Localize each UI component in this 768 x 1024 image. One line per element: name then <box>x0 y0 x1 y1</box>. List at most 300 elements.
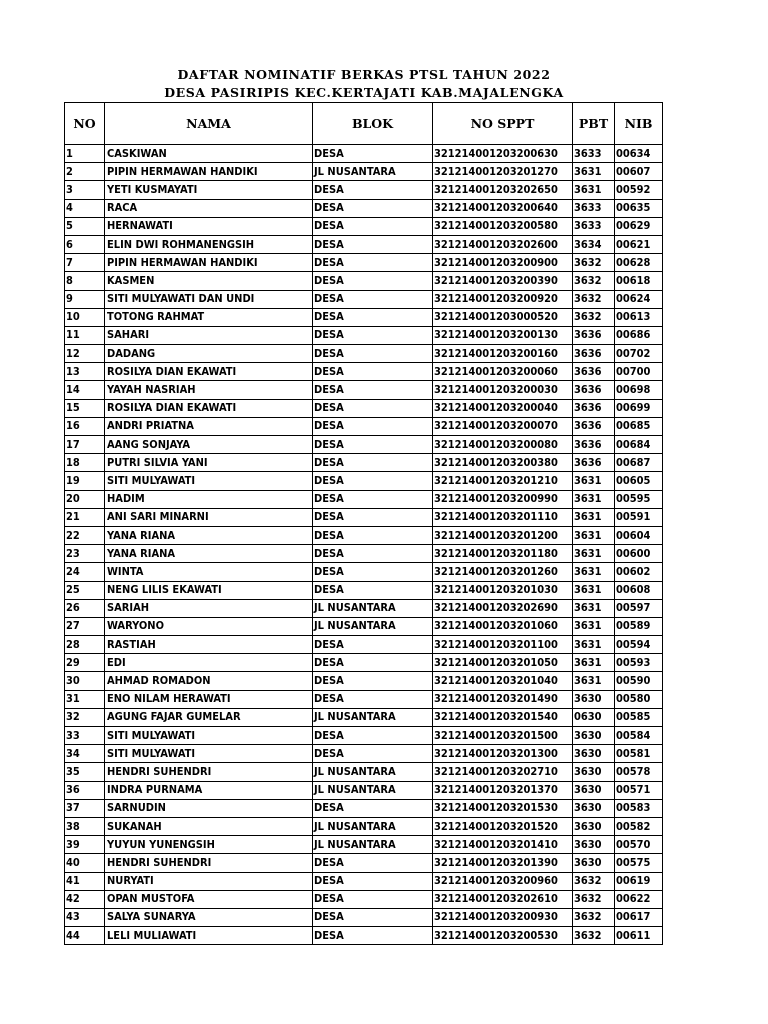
cell-nama: CASKIWAN <box>105 145 313 163</box>
cell-pbt: 3631 <box>573 526 615 544</box>
cell-no-sppt: 321214001203201200 <box>433 526 573 544</box>
cell-nib: 00592 <box>615 181 663 199</box>
cell-pbt: 3631 <box>573 599 615 617</box>
cell-blok: DESA <box>313 508 433 526</box>
cell-pbt: 3632 <box>573 290 615 308</box>
table-row <box>65 235 663 253</box>
cell-nama: DADANG <box>105 345 313 363</box>
cell-nib: 00570 <box>615 836 663 854</box>
table-row <box>65 854 663 872</box>
cell-nama: WARYONO <box>105 617 313 635</box>
cell-pbt: 3636 <box>573 436 615 454</box>
cell-blok: DESA <box>313 345 433 363</box>
table-header-row <box>65 103 663 145</box>
cell-blok: DESA <box>313 272 433 290</box>
cell-pbt: 3630 <box>573 799 615 817</box>
cell-no: 39 <box>65 836 105 854</box>
table-row <box>65 399 663 417</box>
cell-blok: DESA <box>313 545 433 563</box>
cell-blok: DESA <box>313 690 433 708</box>
table-row <box>65 799 663 817</box>
cell-no-sppt: 321214001203200070 <box>433 417 573 435</box>
column-header-pbt: PBT <box>573 103 615 145</box>
cell-nama: HERNAWATI <box>105 217 313 235</box>
cell-pbt: 3631 <box>573 563 615 581</box>
cell-nib: 00619 <box>615 872 663 890</box>
cell-blok: DESA <box>313 254 433 272</box>
cell-pbt: 3631 <box>573 545 615 563</box>
cell-no: 24 <box>65 563 105 581</box>
table-row <box>65 526 663 544</box>
cell-nib: 00595 <box>615 490 663 508</box>
cell-nama: ENO NILAM HERAWATI <box>105 690 313 708</box>
document-title-block <box>0 66 728 102</box>
table-row <box>65 817 663 835</box>
cell-nama: LELI MULIAWATI <box>105 927 313 945</box>
cell-no-sppt: 321214001203201540 <box>433 708 573 726</box>
cell-no: 13 <box>65 363 105 381</box>
cell-no: 16 <box>65 417 105 435</box>
cell-pbt: 3636 <box>573 417 615 435</box>
table-row <box>65 890 663 908</box>
cell-no-sppt: 321214001203000520 <box>433 308 573 326</box>
cell-no: 1 <box>65 145 105 163</box>
cell-blok: DESA <box>313 235 433 253</box>
cell-no: 40 <box>65 854 105 872</box>
column-header-no: NO <box>65 103 105 145</box>
cell-blok: DESA <box>313 363 433 381</box>
cell-blok: JL NUSANTARA <box>313 781 433 799</box>
cell-no-sppt: 321214001203201180 <box>433 545 573 563</box>
cell-blok: DESA <box>313 927 433 945</box>
cell-pbt: 3630 <box>573 727 615 745</box>
cell-no-sppt: 321214001203202600 <box>433 235 573 253</box>
table-row <box>65 872 663 890</box>
cell-no-sppt: 321214001203200580 <box>433 217 573 235</box>
cell-nib: 00684 <box>615 436 663 454</box>
cell-no-sppt: 321214001203201370 <box>433 781 573 799</box>
table-row <box>65 290 663 308</box>
cell-no: 20 <box>65 490 105 508</box>
cell-no: 34 <box>65 745 105 763</box>
cell-blok: DESA <box>313 854 433 872</box>
cell-blok: DESA <box>313 417 433 435</box>
cell-nib: 00591 <box>615 508 663 526</box>
cell-blok: DESA <box>313 145 433 163</box>
table-row <box>65 727 663 745</box>
cell-nama: SITI MULYAWATI DAN UNDI <box>105 290 313 308</box>
cell-pbt: 3631 <box>573 672 615 690</box>
cell-pbt: 3632 <box>573 254 615 272</box>
cell-blok: DESA <box>313 490 433 508</box>
table-row <box>65 308 663 326</box>
cell-nama: PIPIN HERMAWAN HANDIKI <box>105 254 313 272</box>
cell-nib: 00635 <box>615 199 663 217</box>
cell-no: 3 <box>65 181 105 199</box>
cell-no: 15 <box>65 399 105 417</box>
cell-no: 26 <box>65 599 105 617</box>
cell-pbt: 0630 <box>573 708 615 726</box>
cell-nama: YANA RIANA <box>105 526 313 544</box>
cell-pbt: 3631 <box>573 508 615 526</box>
cell-nib: 00702 <box>615 345 663 363</box>
cell-nib: 00629 <box>615 217 663 235</box>
cell-nib: 00583 <box>615 799 663 817</box>
cell-nib: 00602 <box>615 563 663 581</box>
cell-blok: DESA <box>313 636 433 654</box>
cell-blok: JL NUSANTARA <box>313 836 433 854</box>
table-row <box>65 581 663 599</box>
cell-no: 28 <box>65 636 105 654</box>
cell-blok: DESA <box>313 326 433 344</box>
cell-nama: ANDRI PRIATNA <box>105 417 313 435</box>
cell-pbt: 3631 <box>573 490 615 508</box>
cell-pbt: 3630 <box>573 854 615 872</box>
table-row <box>65 763 663 781</box>
cell-blok: DESA <box>313 890 433 908</box>
cell-nib: 00593 <box>615 654 663 672</box>
table-row <box>65 145 663 163</box>
cell-no: 8 <box>65 272 105 290</box>
cell-no-sppt: 321214001203202690 <box>433 599 573 617</box>
cell-nib: 00600 <box>615 545 663 563</box>
cell-no-sppt: 321214001203201210 <box>433 472 573 490</box>
cell-pbt: 3630 <box>573 817 615 835</box>
cell-no-sppt: 321214001203201100 <box>433 636 573 654</box>
cell-nib: 00700 <box>615 363 663 381</box>
cell-no: 14 <box>65 381 105 399</box>
cell-nib: 00604 <box>615 526 663 544</box>
cell-no-sppt: 321214001203200930 <box>433 908 573 926</box>
cell-no-sppt: 321214001203200160 <box>433 345 573 363</box>
cell-nib: 00698 <box>615 381 663 399</box>
cell-nama: SITI MULYAWATI <box>105 745 313 763</box>
cell-nib: 00580 <box>615 690 663 708</box>
cell-pbt: 3630 <box>573 836 615 854</box>
cell-no-sppt: 321214001203201270 <box>433 163 573 181</box>
cell-no-sppt: 321214001203202710 <box>433 763 573 781</box>
cell-blok: DESA <box>313 563 433 581</box>
table-row <box>65 454 663 472</box>
cell-nama: ELIN DWI ROHMANENGSIH <box>105 235 313 253</box>
cell-no-sppt: 321214001203200530 <box>433 927 573 945</box>
table-row <box>65 181 663 199</box>
cell-pbt: 3632 <box>573 872 615 890</box>
cell-nama: INDRA PURNAMA <box>105 781 313 799</box>
table-row <box>65 781 663 799</box>
cell-nib: 00617 <box>615 908 663 926</box>
cell-no-sppt: 321214001203200060 <box>433 363 573 381</box>
cell-blok: DESA <box>313 672 433 690</box>
cell-nib: 00571 <box>615 781 663 799</box>
cell-nama: PIPIN HERMAWAN HANDIKI <box>105 163 313 181</box>
cell-nama: KASMEN <box>105 272 313 290</box>
cell-blok: DESA <box>313 872 433 890</box>
cell-nama: EDI <box>105 654 313 672</box>
cell-blok: DESA <box>313 526 433 544</box>
cell-blok: DESA <box>313 436 433 454</box>
column-header-nama: NAMA <box>105 103 313 145</box>
cell-no-sppt: 321214001203201410 <box>433 836 573 854</box>
cell-no-sppt: 321214001203201530 <box>433 799 573 817</box>
cell-no: 36 <box>65 781 105 799</box>
cell-nama: SARNUDIN <box>105 799 313 817</box>
cell-no-sppt: 321214001203200960 <box>433 872 573 890</box>
cell-pbt: 3636 <box>573 326 615 344</box>
cell-pbt: 3636 <box>573 399 615 417</box>
cell-no-sppt: 321214001203200900 <box>433 254 573 272</box>
cell-nama: OPAN MUSTOFA <box>105 890 313 908</box>
cell-nib: 00594 <box>615 636 663 654</box>
cell-no: 17 <box>65 436 105 454</box>
cell-nama: RACA <box>105 199 313 217</box>
table-row <box>65 927 663 945</box>
cell-nama: SITI MULYAWATI <box>105 472 313 490</box>
cell-no-sppt: 321214001203200630 <box>433 145 573 163</box>
cell-nib: 00582 <box>615 817 663 835</box>
cell-blok: DESA <box>313 727 433 745</box>
cell-pbt: 3632 <box>573 908 615 926</box>
table-row <box>65 381 663 399</box>
cell-nib: 00687 <box>615 454 663 472</box>
table-row <box>65 508 663 526</box>
cell-nib: 00628 <box>615 254 663 272</box>
cell-no: 33 <box>65 727 105 745</box>
cell-no: 29 <box>65 654 105 672</box>
cell-nama: SAHARI <box>105 326 313 344</box>
cell-no: 22 <box>65 526 105 544</box>
cell-blok: DESA <box>313 472 433 490</box>
cell-nib: 00634 <box>615 145 663 163</box>
cell-pbt: 3632 <box>573 272 615 290</box>
cell-no-sppt: 321214001203202610 <box>433 890 573 908</box>
table-row <box>65 672 663 690</box>
table-row <box>65 363 663 381</box>
cell-pbt: 3631 <box>573 636 615 654</box>
table-row <box>65 545 663 563</box>
cell-nama: YETI KUSMAYATI <box>105 181 313 199</box>
cell-pbt: 3631 <box>573 181 615 199</box>
cell-nib: 00597 <box>615 599 663 617</box>
cell-no: 32 <box>65 708 105 726</box>
cell-nib: 00590 <box>615 672 663 690</box>
cell-no-sppt: 321214001203201300 <box>433 745 573 763</box>
cell-no: 35 <box>65 763 105 781</box>
cell-no: 41 <box>65 872 105 890</box>
cell-nama: WINTA <box>105 563 313 581</box>
cell-nib: 00624 <box>615 290 663 308</box>
table-row <box>65 417 663 435</box>
cell-no-sppt: 321214001203201520 <box>433 817 573 835</box>
cell-no-sppt: 321214001203201040 <box>433 672 573 690</box>
cell-nib: 00621 <box>615 235 663 253</box>
cell-no: 6 <box>65 235 105 253</box>
cell-blok: DESA <box>313 454 433 472</box>
cell-pbt: 3633 <box>573 217 615 235</box>
cell-no-sppt: 321214001203201390 <box>433 854 573 872</box>
cell-pbt: 3631 <box>573 617 615 635</box>
cell-no: 12 <box>65 345 105 363</box>
cell-nama: AANG SONJAYA <box>105 436 313 454</box>
cell-pbt: 3630 <box>573 690 615 708</box>
cell-nib: 00585 <box>615 708 663 726</box>
table-row <box>65 436 663 454</box>
cell-no: 44 <box>65 927 105 945</box>
cell-no-sppt: 321214001203200380 <box>433 454 573 472</box>
table-row <box>65 599 663 617</box>
cell-no: 43 <box>65 908 105 926</box>
cell-nib: 00578 <box>615 763 663 781</box>
cell-blok: DESA <box>313 217 433 235</box>
cell-no: 21 <box>65 508 105 526</box>
cell-no: 10 <box>65 308 105 326</box>
document-subtitle: DESA PASIRIPIS KEC.KERTAJATI KAB.MAJALENGKA <box>164 85 564 100</box>
cell-blok: DESA <box>313 308 433 326</box>
cell-nama: HENDRI SUHENDRI <box>105 854 313 872</box>
cell-no: 19 <box>65 472 105 490</box>
table-row <box>65 690 663 708</box>
table-row <box>65 272 663 290</box>
cell-no-sppt: 321214001203200990 <box>433 490 573 508</box>
cell-blok: DESA <box>313 399 433 417</box>
cell-no-sppt: 321214001203200920 <box>433 290 573 308</box>
cell-no: 25 <box>65 581 105 599</box>
cell-no: 7 <box>65 254 105 272</box>
cell-nib: 00608 <box>615 581 663 599</box>
table-row <box>65 908 663 926</box>
cell-pbt: 3631 <box>573 472 615 490</box>
table-row <box>65 345 663 363</box>
cell-pbt: 3631 <box>573 654 615 672</box>
cell-no-sppt: 321214001203201490 <box>433 690 573 708</box>
cell-nib: 00611 <box>615 927 663 945</box>
cell-blok: DESA <box>313 654 433 672</box>
cell-no-sppt: 321214001203200640 <box>433 199 573 217</box>
cell-blok: DESA <box>313 199 433 217</box>
cell-no: 9 <box>65 290 105 308</box>
column-header-no-sppt: NO SPPT <box>433 103 573 145</box>
cell-nama: NURYATI <box>105 872 313 890</box>
cell-no-sppt: 321214001203201030 <box>433 581 573 599</box>
cell-pbt: 3631 <box>573 581 615 599</box>
cell-nama: PUTRI SILVIA YANI <box>105 454 313 472</box>
cell-nama: YANA RIANA <box>105 545 313 563</box>
cell-no: 11 <box>65 326 105 344</box>
cell-pbt: 3630 <box>573 763 615 781</box>
table-row <box>65 636 663 654</box>
cell-no: 4 <box>65 199 105 217</box>
table-row <box>65 617 663 635</box>
cell-pbt: 3632 <box>573 890 615 908</box>
cell-blok: JL NUSANTARA <box>313 599 433 617</box>
cell-no: 30 <box>65 672 105 690</box>
cell-blok: DESA <box>313 799 433 817</box>
cell-no-sppt: 321214001203200030 <box>433 381 573 399</box>
cell-nib: 00686 <box>615 326 663 344</box>
cell-nib: 00575 <box>615 854 663 872</box>
cell-nib: 00622 <box>615 890 663 908</box>
cell-pbt: 3636 <box>573 454 615 472</box>
column-header-nib: NIB <box>615 103 663 145</box>
cell-nama: YUYUN YUNENGSIH <box>105 836 313 854</box>
cell-no: 42 <box>65 890 105 908</box>
cell-blok: JL NUSANTARA <box>313 817 433 835</box>
cell-no-sppt: 321214001203200130 <box>433 326 573 344</box>
cell-blok: DESA <box>313 381 433 399</box>
cell-nib: 00607 <box>615 163 663 181</box>
cell-nama: SUKANAH <box>105 817 313 835</box>
cell-blok: DESA <box>313 581 433 599</box>
cell-nama: SITI MULYAWATI <box>105 727 313 745</box>
table-row <box>65 199 663 217</box>
cell-pbt: 3636 <box>573 345 615 363</box>
cell-nama: RASTIAH <box>105 636 313 654</box>
cell-no: 27 <box>65 617 105 635</box>
cell-no-sppt: 321214001203201060 <box>433 617 573 635</box>
cell-no: 18 <box>65 454 105 472</box>
cell-nib: 00589 <box>615 617 663 635</box>
cell-nama: AGUNG FAJAR GUMELAR <box>105 708 313 726</box>
table-body <box>65 145 663 945</box>
column-header-blok: BLOK <box>313 103 433 145</box>
cell-nama: YAYAH NASRIAH <box>105 381 313 399</box>
cell-blok: DESA <box>313 181 433 199</box>
cell-nib: 00581 <box>615 745 663 763</box>
table-row <box>65 217 663 235</box>
cell-pbt: 3633 <box>573 145 615 163</box>
cell-no: 5 <box>65 217 105 235</box>
cell-pbt: 3636 <box>573 381 615 399</box>
cell-nama: SALYA SUNARYA <box>105 908 313 926</box>
nominative-table <box>64 102 663 945</box>
table-row <box>65 563 663 581</box>
cell-nib: 00605 <box>615 472 663 490</box>
cell-nama: HENDRI SUHENDRI <box>105 763 313 781</box>
cell-no-sppt: 321214001203201110 <box>433 508 573 526</box>
table-row <box>65 836 663 854</box>
table-row <box>65 490 663 508</box>
table-row <box>65 163 663 181</box>
cell-nib: 00618 <box>615 272 663 290</box>
cell-blok: DESA <box>313 908 433 926</box>
cell-pbt: 3633 <box>573 199 615 217</box>
cell-no: 2 <box>65 163 105 181</box>
table-row <box>65 472 663 490</box>
cell-blok: JL NUSANTARA <box>313 617 433 635</box>
cell-nama: AHMAD ROMADON <box>105 672 313 690</box>
cell-nib: 00685 <box>615 417 663 435</box>
table-row <box>65 326 663 344</box>
cell-nib: 00613 <box>615 308 663 326</box>
cell-no-sppt: 321214001203200040 <box>433 399 573 417</box>
cell-pbt: 3630 <box>573 781 615 799</box>
cell-nama: NENG LILIS EKAWATI <box>105 581 313 599</box>
cell-nib: 00584 <box>615 727 663 745</box>
cell-blok: JL NUSANTARA <box>313 708 433 726</box>
cell-pbt: 3631 <box>573 163 615 181</box>
cell-blok: DESA <box>313 745 433 763</box>
cell-nama: ANI SARI MINARNI <box>105 508 313 526</box>
table-row <box>65 745 663 763</box>
cell-no-sppt: 321214001203201050 <box>433 654 573 672</box>
cell-blok: JL NUSANTARA <box>313 763 433 781</box>
cell-no-sppt: 321214001203201260 <box>433 563 573 581</box>
cell-no: 31 <box>65 690 105 708</box>
cell-nama: TOTONG RAHMAT <box>105 308 313 326</box>
cell-nama: ROSILYA DIAN EKAWATI <box>105 399 313 417</box>
cell-no-sppt: 321214001203201500 <box>433 727 573 745</box>
cell-nama: SARIAH <box>105 599 313 617</box>
